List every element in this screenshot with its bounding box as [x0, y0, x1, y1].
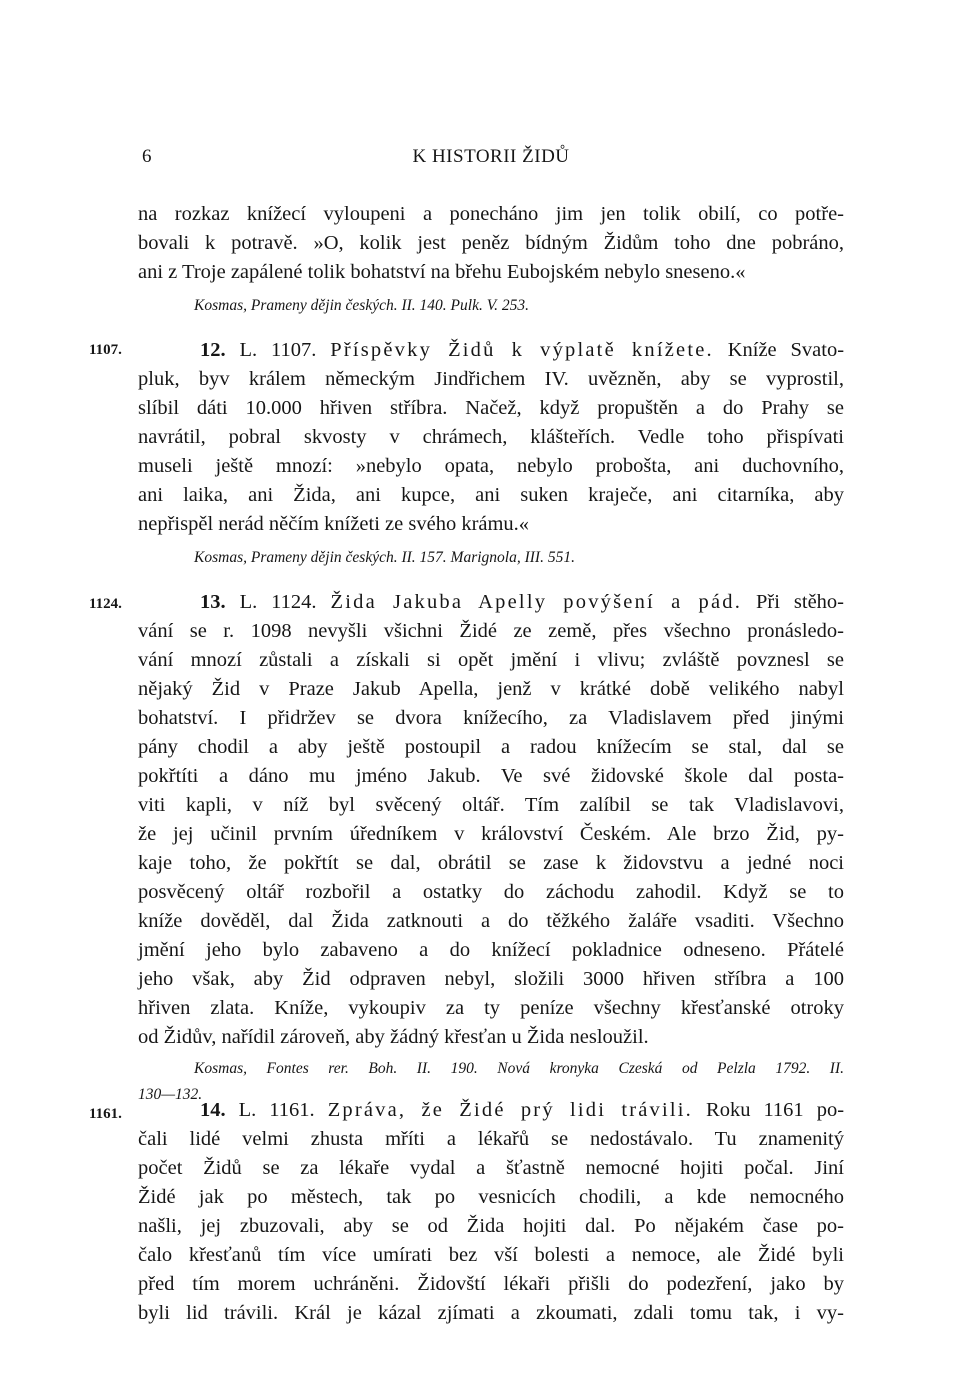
intro-paragraph [138, 200, 844, 319]
text-line: počet Židů se za lékaře vydal a šťastně nemocné hojiti počal. Jiní [138, 1157, 844, 1179]
source-citation: Kosmas, Prameny dějin českých. II. 157. Marignola, III. 551. [194, 549, 575, 566]
text-line: pokřtíti a dáno mu jméno Jakub. Ve své židovské škole dal posta- [138, 765, 844, 787]
running-head: K HISTORII ŽIDŮ [412, 146, 570, 167]
section-title: Žida Jakuba Apelly povýšení a pád. [330, 591, 743, 613]
source-citation-continued: 130—132. [138, 1086, 203, 1103]
source-citation: Kosmas, Fontes rer. Boh. II. 190. Nová kronyka Czeská od Pelzla 1792. II. [194, 1060, 844, 1077]
text-line: slíbil dáti 10.000 hřiven stříbra. Načež, když propuštěn a do Prahy se [138, 397, 844, 419]
text-line: nějaký Žid v Praze Jakub Apella, jenž v krátké době velikého nabyl [138, 678, 844, 700]
section-heading-line [138, 336, 844, 365]
text-fragment: Při stěho- [756, 591, 844, 613]
text-fragment: Roku 1161 po- [706, 1099, 845, 1121]
margin-year: 1124. [89, 596, 122, 612]
section-13 [138, 588, 844, 1108]
text-line: Židé jak po městech, tak po vesnicích chodili, a kde nemocného [138, 1186, 844, 1208]
text-line: čalo křesťanů tím více umírati bez vší bolesti a nemoce, ale Židé byli [138, 1244, 844, 1266]
text-line: hřiven zlata. Kníže, vykoupiv za ty peníze všechny křesťanské otroky [138, 997, 844, 1019]
section-date: L. 1107. [239, 339, 317, 361]
text-line: bovali k potravě. »O, kolik jest peněz bídným Židům toho dne pobráno, [138, 232, 844, 254]
section-number: 14. [200, 1099, 226, 1121]
section-number: 13. [200, 591, 226, 613]
text-line: před tím morem uchráněni. Židovští lékaři přišli do podezření, jako by [138, 1273, 844, 1295]
text-line: čali lidé velmi zhusta mříti a lékařů se nedostávalo. Tu znamenitý [138, 1128, 844, 1150]
text-line: kaje toho, že pokřtít se dal, obrátil se zase k židovstvu a jedné noci [138, 852, 844, 874]
text-fragment: Kníže Svato- [727, 339, 845, 361]
text-line: ani laika, ani Žida, ani kupce, ani suken kraječe, ani citarníka, aby [138, 484, 844, 506]
section-heading-line [138, 1096, 844, 1125]
section-title: Zpráva, že Židé prý lidi trávili. [327, 1099, 693, 1121]
text-line: nepřispěl nerád něčím knížeti ze svého krámu.« [138, 513, 530, 535]
text-line: od Židův, nařídil zároveň, aby žádný křesťan u Žida nesloužil. [138, 1026, 649, 1048]
section-date: L. 1161. [238, 1099, 315, 1121]
section-date: L. 1124. [239, 591, 317, 613]
text-line: vání se r. 1098 nevyšli všichni Židé ze země, přes všechno pronásledo- [138, 620, 844, 642]
text-line: viti kapli, v níž byl svěcený oltář. Tím zalíbil se tak Vladislavovi, [138, 794, 844, 816]
text-line: posvěcený oltář rozbořil a ostatky do záchodu zahodil. Když se to [138, 881, 844, 903]
text-line: museli ještě mnozí: »nebylo opata, nebylo probošta, ani duchovního, [138, 455, 844, 477]
page-header [138, 146, 844, 174]
text-line: ani z Troje zapálené tolik bohatství na břehu Eubojském nebylo sneseno.« [138, 261, 746, 283]
text-line: našli, jej zbuzovali, aby se od Žida hojiti dal. Po nějakém čase po- [138, 1215, 844, 1237]
page-number: 6 [142, 146, 152, 167]
text-line: navrátil, pobral skvosty v chrámech, klášteřích. Vedle toho přispívati [138, 426, 844, 448]
section-14 [138, 1096, 844, 1328]
margin-year: 1161. [89, 1106, 122, 1122]
section-12 [138, 336, 844, 571]
text-line: že jej učinil prvním úředníkem v království Českém. Ale brzo Žid, py- [138, 823, 844, 845]
text-line: jeho však, aby Žid odpraven nebyl, složili 3000 hřiven stříbra a 100 [138, 968, 844, 990]
text-line: pluk, byv králem německým Jindřichem IV. uvězněn, aby se vyprostil, [138, 368, 844, 390]
text-line: bohatství. I přidržev se dvora knížecího, za Vladislavem před jinými [138, 707, 844, 729]
margin-year: 1107. [89, 342, 122, 358]
source-citation: Kosmas, Prameny dějin českých. II. 140. Pulk. V. 253. [194, 297, 530, 314]
text-line: jmění jeho bylo zabaveno a do knížecí pokladnice odneseno. Přátelé [138, 939, 844, 961]
section-title: Příspěvky Židů k výplatě knížete. [330, 339, 714, 361]
section-number: 12. [200, 339, 226, 361]
text-line: vání mnozí zůstali a získali si opět jmění i vlivu; zvláště povznesl se [138, 649, 844, 671]
section-heading-line [138, 588, 844, 617]
text-line: na rozkaz knížecí vyloupeni a ponecháno jim jen tolik obilí, co potře- [138, 203, 844, 225]
text-line: pány chodil a aby ještě postoupil a radou knížecím se stal, dal se [138, 736, 844, 758]
text-line: byli lid trávili. Král je kázal zjímati a zkoumati, zdali tomu tak, i vy- [138, 1302, 844, 1324]
text-line: kníže dověděl, dal Žida zatknouti a do těžkého žaláře vsaditi. Všechno [138, 910, 844, 932]
